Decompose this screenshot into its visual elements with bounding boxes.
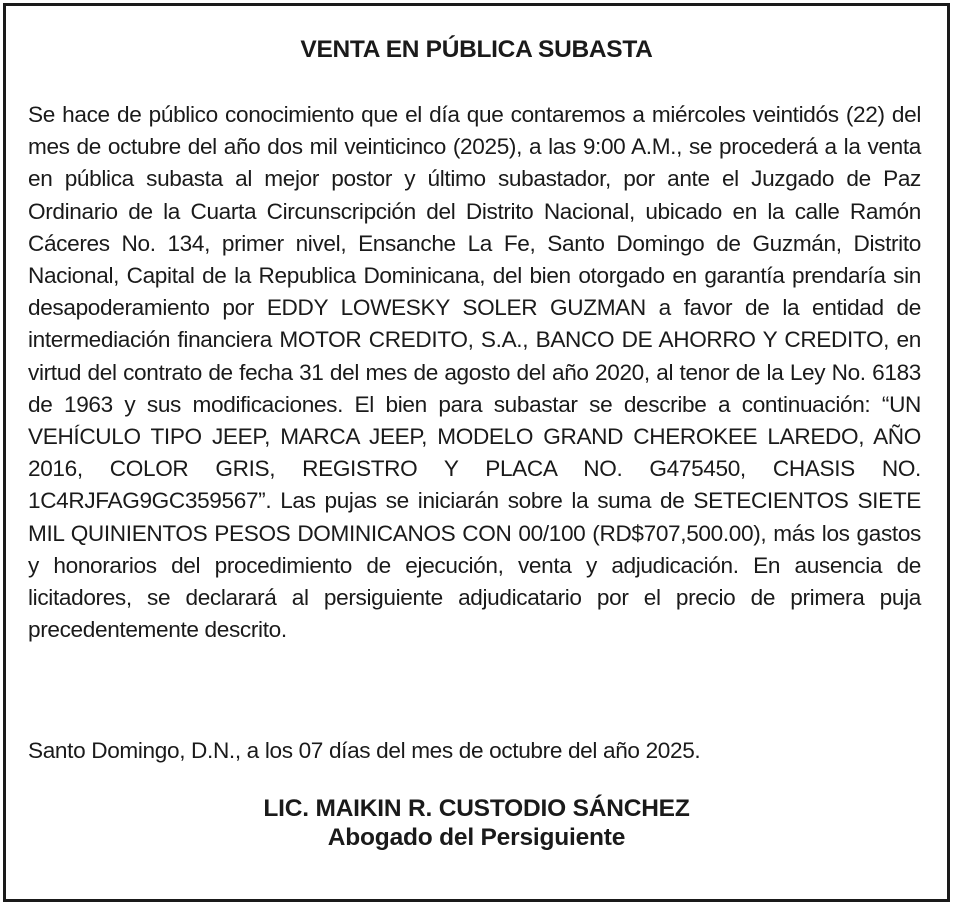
signature-name: LIC. MAIKIN R. CUSTODIO SÁNCHEZ xyxy=(263,795,690,822)
signature-role: Abogado del Persiguiente xyxy=(327,824,626,851)
signature-block xyxy=(6,794,947,852)
notice-date-line: Santo Domingo, D.N., a los 07 días del mes de octubre del año 2025. xyxy=(28,738,701,763)
notice-frame xyxy=(3,3,950,902)
notice-body: Se hace de público conocimiento que el día que contaremos a miércoles veintidós (22) del mes de octubre del año dos mil veinticinco (2025), a las 9:00 A.M., se procederá a la venta en pública subasta al mejor postor y último subastador, por ante el Juzgado de Paz Ordinario de la Cuarta Circunscripción del Distrito Nacional, ubicado en la calle Ramón Cáceres No. 134, primer nivel, Ensanche La Fe, Santo Domingo de Guzmán, Distrito Nacional, Capital de la Republica Dominicana, del bien otorgado en garantía prendaría sin desapoderamiento por EDDY LOWESKY SOLER GUZMAN a favor de la entidad de intermediación financiera MOTOR CREDITO, S.A., BANCO DE AHORRO Y CREDITO, en virtud del contrato de fecha 31 del mes de agosto del año 2020, al tenor de la Ley No. 6183 de 1963 y sus modificaciones. El bien para subastar se describe a continuación: “UN VEHÍCULO TIPO JEEP, MARCA JEEP, MODELO GRAND CHEROKEE LAREDO, AÑO 2016, COLOR GRIS, REGISTRO Y PLACA NO. G475450, CHASIS NO. 1C4RJFAG9GC359567”. Las pujas se iniciarán sobre la suma de SETECIENTOS SIETE MIL QUINIENTOS PESOS DOMINICANOS CON 00/100 (RD$707,500.00), más los gastos y honorarios del procedimiento de ejecución, venta y adjudicación. En ausencia de licitadores, se declarará al persiguiente adjudicatario por el precio de primera puja precedentemente descrito. xyxy=(28,102,921,643)
notice-title: VENTA EN PÚBLICA SUBASTA xyxy=(300,36,653,63)
